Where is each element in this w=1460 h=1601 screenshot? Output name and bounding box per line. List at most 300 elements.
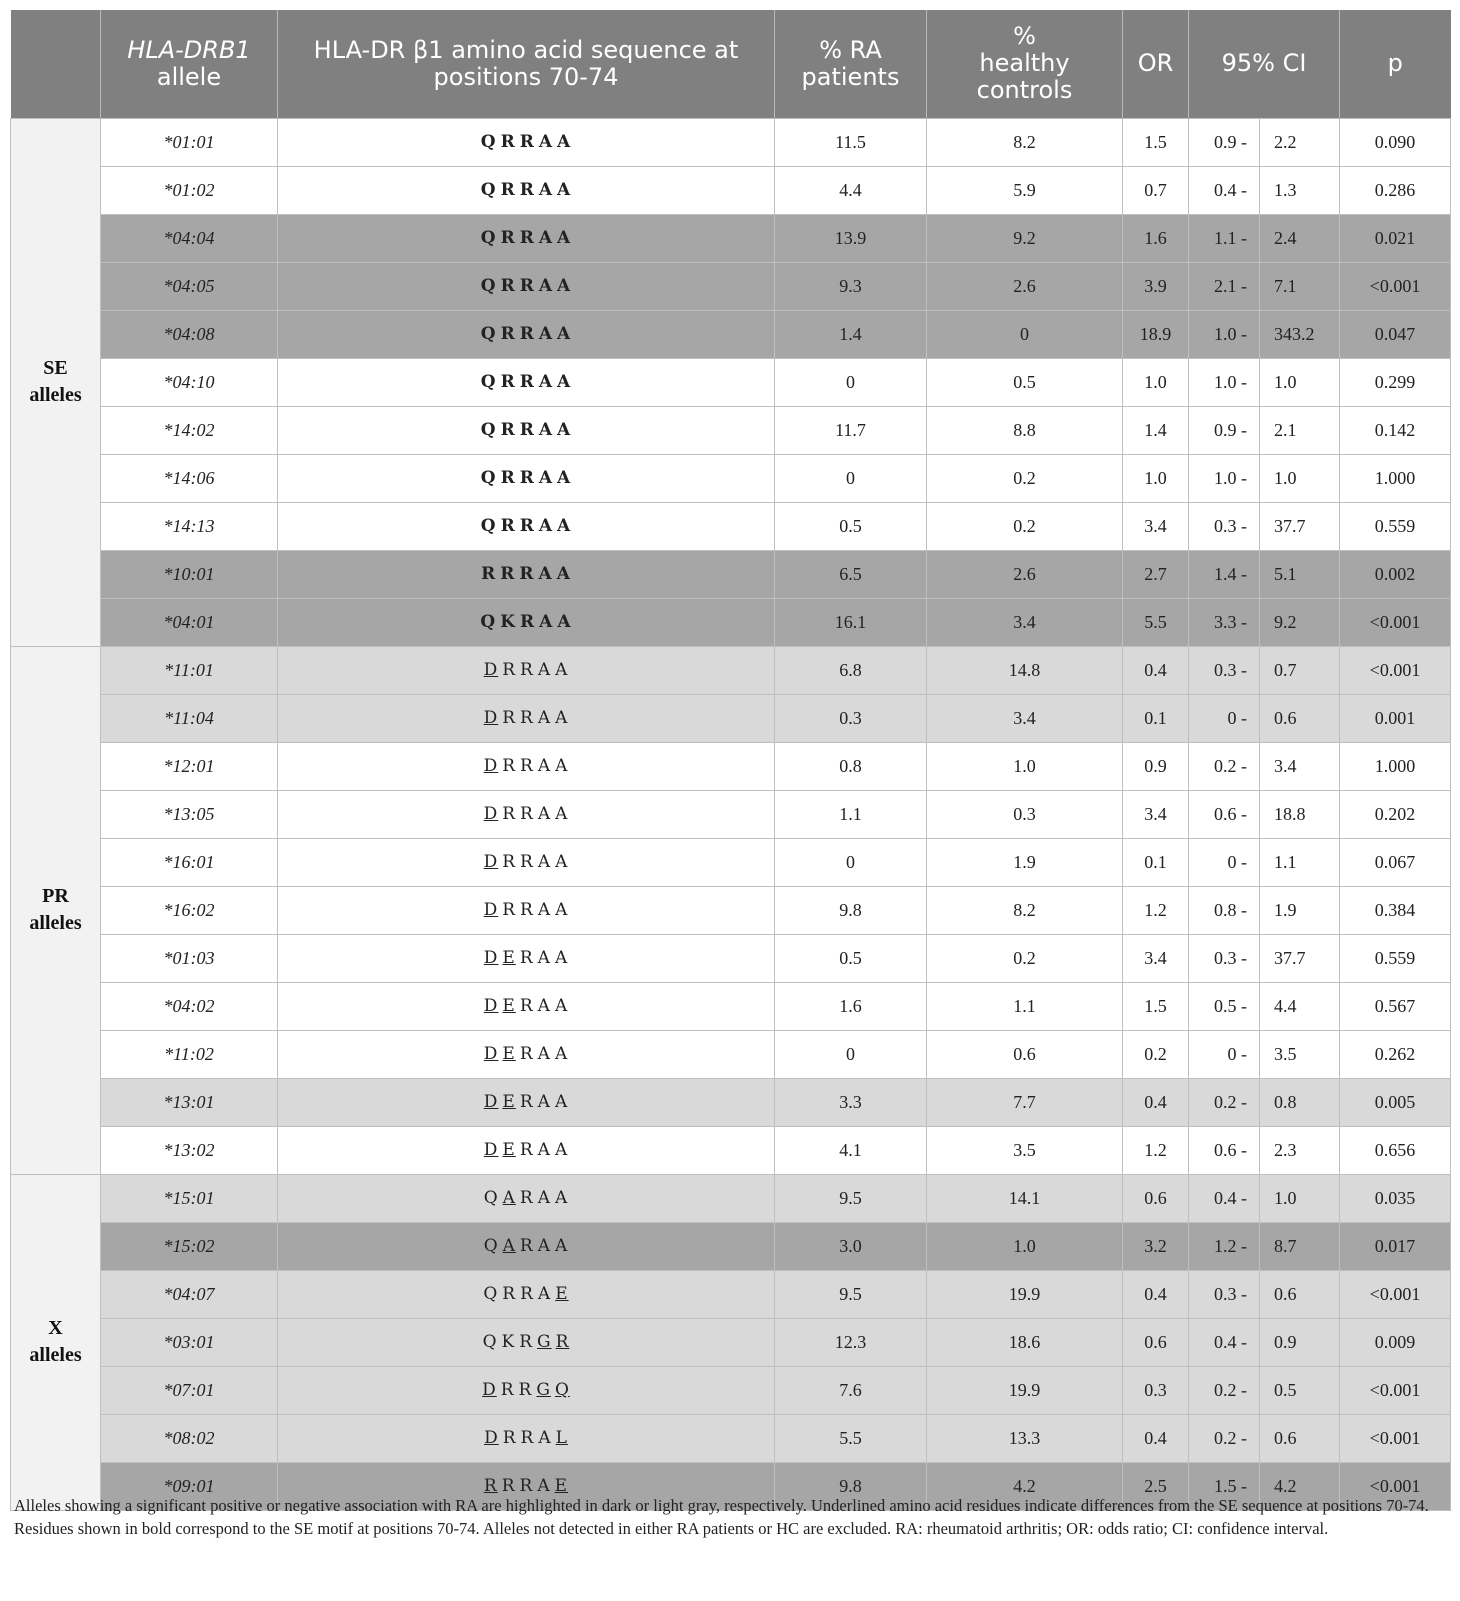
amino-acid-residue: A xyxy=(554,948,569,968)
table-row xyxy=(11,1366,1451,1414)
ci-upper-cell: 8.7 xyxy=(1260,1222,1340,1270)
header-allele-word: allele xyxy=(156,62,222,91)
table-row xyxy=(11,694,1451,742)
table-row xyxy=(11,1222,1451,1270)
healthy-controls-cell: 3.4 xyxy=(927,694,1123,742)
ra-patients-cell: 9.5 xyxy=(775,1270,927,1318)
amino-acid-residue: R xyxy=(519,276,535,296)
sequence-cell xyxy=(278,1318,775,1366)
odds-ratio-cell: 1.0 xyxy=(1123,454,1189,502)
amino-acid-residue: R xyxy=(519,1140,534,1160)
amino-acid-residue: A xyxy=(557,276,572,296)
amino-acid-residue: D xyxy=(483,804,499,824)
amino-acid-residue: A xyxy=(554,1092,569,1112)
allele-cell: *07:01 xyxy=(101,1366,278,1414)
p-value-cell: 0.559 xyxy=(1340,502,1451,550)
amino-acid-residue: A xyxy=(538,180,554,200)
amino-acid-residue: R xyxy=(519,564,535,584)
p-value-cell: 0.559 xyxy=(1340,934,1451,982)
amino-acid-residue: A xyxy=(537,1284,552,1304)
amino-acid-residue: A xyxy=(537,660,552,680)
amino-acid-residue: R xyxy=(520,708,534,728)
p-value-cell: <0.001 xyxy=(1340,1366,1451,1414)
allele-cell: *14:13 xyxy=(101,502,278,550)
sequence-cell xyxy=(278,982,775,1030)
ci-upper-cell: 5.1 xyxy=(1260,550,1340,598)
table-row xyxy=(11,214,1451,262)
ci-lower-cell: 0.9 - xyxy=(1189,406,1260,454)
ci-upper-cell: 3.4 xyxy=(1260,742,1340,790)
allele-cell: *04:05 xyxy=(101,262,278,310)
p-value-cell: 0.009 xyxy=(1340,1318,1451,1366)
group-label xyxy=(11,1174,101,1510)
amino-acid-residue: Q xyxy=(480,324,497,344)
sequence-cell xyxy=(278,598,775,646)
amino-acid-residue: R xyxy=(500,516,516,536)
amino-acid-residue: D xyxy=(483,1092,499,1112)
ci-lower-cell: 1.5 - xyxy=(1189,1462,1260,1510)
amino-acid-residue: R xyxy=(519,324,535,344)
allele-cell: *14:06 xyxy=(101,454,278,502)
sequence-cell xyxy=(278,1414,775,1462)
ci-lower-cell: 0.2 - xyxy=(1189,1366,1260,1414)
odds-ratio-cell: 5.5 xyxy=(1123,598,1189,646)
header-ci: 95% CI xyxy=(1189,10,1340,118)
p-value-cell: 0.090 xyxy=(1340,118,1451,166)
amino-acid-residue: A xyxy=(537,708,552,728)
ra-patients-cell: 0 xyxy=(775,1030,927,1078)
allele-cell: *10:01 xyxy=(101,550,278,598)
amino-acid-residue: R xyxy=(502,756,517,776)
allele-cell: *14:02 xyxy=(101,406,278,454)
odds-ratio-cell: 0.2 xyxy=(1123,1030,1189,1078)
ci-upper-cell: 1.0 xyxy=(1260,1174,1340,1222)
p-value-cell: 0.001 xyxy=(1340,694,1451,742)
allele-cell: *11:01 xyxy=(101,646,278,694)
amino-acid-residue: A xyxy=(538,1428,552,1448)
ci-lower-cell: 0.4 - xyxy=(1189,1174,1260,1222)
odds-ratio-cell: 2.5 xyxy=(1123,1462,1189,1510)
odds-ratio-cell: 1.0 xyxy=(1123,358,1189,406)
amino-acid-residue: R xyxy=(500,1380,515,1400)
odds-ratio-cell: 3.4 xyxy=(1123,934,1189,982)
amino-acid-residue: R xyxy=(519,228,535,248)
sequence-cell xyxy=(278,1174,775,1222)
healthy-controls-cell: 3.4 xyxy=(927,598,1123,646)
header-row xyxy=(11,10,1451,118)
sequence-cell xyxy=(278,454,775,502)
ci-lower-cell: 1.0 - xyxy=(1189,310,1260,358)
amino-acid-residue: D xyxy=(482,1380,497,1400)
amino-acid-residue: R xyxy=(519,1236,534,1256)
allele-cell: *13:01 xyxy=(101,1078,278,1126)
healthy-controls-cell: 0.2 xyxy=(927,454,1123,502)
sequence-cell xyxy=(278,550,775,598)
ra-patients-cell: 5.5 xyxy=(775,1414,927,1462)
amino-acid-residue: Q xyxy=(480,132,497,152)
ci-lower-cell: 0.6 - xyxy=(1189,790,1260,838)
healthy-controls-cell: 19.9 xyxy=(927,1270,1123,1318)
amino-acid-residue: R xyxy=(500,372,516,392)
ci-upper-cell: 0.5 xyxy=(1260,1366,1340,1414)
allele-cell: *12:01 xyxy=(101,742,278,790)
amino-acid-residue: A xyxy=(537,1188,552,1208)
ci-upper-cell: 3.5 xyxy=(1260,1030,1340,1078)
amino-acid-residue: A xyxy=(537,1140,551,1160)
healthy-controls-cell: 5.9 xyxy=(927,166,1123,214)
amino-acid-residue: A xyxy=(538,228,554,248)
p-value-cell: <0.001 xyxy=(1340,262,1451,310)
ci-upper-cell: 0.6 xyxy=(1260,694,1340,742)
odds-ratio-cell: 0.3 xyxy=(1123,1366,1189,1414)
amino-acid-residue: A xyxy=(538,564,553,584)
amino-acid-residue: A xyxy=(538,276,554,296)
ci-upper-cell: 37.7 xyxy=(1260,934,1340,982)
allele-cell: *04:04 xyxy=(101,214,278,262)
p-value-cell: 0.035 xyxy=(1340,1174,1451,1222)
amino-acid-residue: D xyxy=(483,708,499,728)
ra-patients-cell: 0.3 xyxy=(775,694,927,742)
odds-ratio-cell: 0.1 xyxy=(1123,838,1189,886)
amino-acid-residue: D xyxy=(483,756,499,776)
allele-cell: *04:08 xyxy=(101,310,278,358)
healthy-controls-cell: 9.2 xyxy=(927,214,1123,262)
ci-lower-cell: 1.4 - xyxy=(1189,550,1260,598)
amino-acid-residue: Q xyxy=(483,1284,499,1304)
healthy-controls-cell: 8.2 xyxy=(927,118,1123,166)
amino-acid-residue: R xyxy=(502,852,517,872)
ra-patients-cell: 0.5 xyxy=(775,502,927,550)
allele-cell: *09:01 xyxy=(101,1462,278,1510)
ra-patients-cell: 4.4 xyxy=(775,166,927,214)
amino-acid-residue: D xyxy=(483,996,499,1016)
allele-cell: *13:05 xyxy=(101,790,278,838)
amino-acid-residue: A xyxy=(554,996,569,1016)
amino-acid-residue: D xyxy=(484,1428,499,1448)
p-value-cell: 0.567 xyxy=(1340,982,1451,1030)
amino-acid-residue: A xyxy=(537,804,552,824)
amino-acid-residue: K xyxy=(500,612,517,632)
amino-acid-residue: R xyxy=(500,468,516,488)
amino-acid-residue: R xyxy=(518,1380,533,1400)
amino-acid-residue: A xyxy=(557,180,572,200)
ci-upper-cell: 18.8 xyxy=(1260,790,1340,838)
healthy-controls-cell: 13.3 xyxy=(927,1414,1123,1462)
amino-acid-residue: G xyxy=(536,1380,551,1400)
ci-lower-cell: 2.1 - xyxy=(1189,262,1260,310)
amino-acid-residue: R xyxy=(519,948,534,968)
ra-patients-cell: 6.5 xyxy=(775,550,927,598)
table-row xyxy=(11,1030,1451,1078)
sequence-cell xyxy=(278,694,775,742)
table-row xyxy=(11,1414,1451,1462)
amino-acid-residue: E xyxy=(554,1476,569,1496)
amino-acid-residue: R xyxy=(500,180,516,200)
amino-acid-residue: R xyxy=(519,420,535,440)
healthy-controls-cell: 0.3 xyxy=(927,790,1123,838)
amino-acid-residue: Q xyxy=(483,1236,499,1256)
amino-acid-residue: Q xyxy=(480,228,497,248)
ra-patients-cell: 0.5 xyxy=(775,934,927,982)
ra-patients-cell: 13.9 xyxy=(775,214,927,262)
amino-acid-residue: A xyxy=(557,420,572,440)
ra-patients-cell: 12.3 xyxy=(775,1318,927,1366)
healthy-controls-cell: 4.2 xyxy=(927,1462,1123,1510)
allele-cell: *03:01 xyxy=(101,1318,278,1366)
odds-ratio-cell: 1.5 xyxy=(1123,982,1189,1030)
ci-lower-cell: 0.5 - xyxy=(1189,982,1260,1030)
healthy-controls-cell: 14.1 xyxy=(927,1174,1123,1222)
odds-ratio-cell: 0.7 xyxy=(1123,166,1189,214)
amino-acid-residue: E xyxy=(502,996,516,1016)
odds-ratio-cell: 1.4 xyxy=(1123,406,1189,454)
allele-cell: *01:02 xyxy=(101,166,278,214)
ci-upper-cell: 1.9 xyxy=(1260,886,1340,934)
amino-acid-residue: A xyxy=(556,564,571,584)
odds-ratio-cell: 0.4 xyxy=(1123,1078,1189,1126)
p-value-cell: 1.000 xyxy=(1340,454,1451,502)
amino-acid-residue: D xyxy=(483,900,499,920)
amino-acid-residue: Q xyxy=(480,516,497,536)
table-row xyxy=(11,742,1451,790)
header-hc-text: % healthy controls xyxy=(976,22,1073,105)
p-value-cell: 0.286 xyxy=(1340,166,1451,214)
hla-drb1-association-table xyxy=(10,10,1451,1511)
table-row xyxy=(11,454,1451,502)
amino-acid-residue: A xyxy=(502,1188,516,1208)
p-value-cell: 0.656 xyxy=(1340,1126,1451,1174)
p-value-cell: 0.384 xyxy=(1340,886,1451,934)
healthy-controls-cell: 1.0 xyxy=(927,1222,1123,1270)
ra-patients-cell: 1.1 xyxy=(775,790,927,838)
odds-ratio-cell: 0.4 xyxy=(1123,1270,1189,1318)
sequence-cell xyxy=(278,742,775,790)
sequence-cell xyxy=(278,1126,775,1174)
ci-upper-cell: 0.9 xyxy=(1260,1318,1340,1366)
ci-upper-cell: 2.4 xyxy=(1260,214,1340,262)
odds-ratio-cell: 1.6 xyxy=(1123,214,1189,262)
odds-ratio-cell: 3.9 xyxy=(1123,262,1189,310)
table-row xyxy=(11,790,1451,838)
sequence-cell xyxy=(278,166,775,214)
amino-acid-residue: R xyxy=(520,804,534,824)
ci-upper-cell: 4.2 xyxy=(1260,1462,1340,1510)
amino-acid-residue: R xyxy=(502,708,517,728)
amino-acid-residue: A xyxy=(537,1092,551,1112)
amino-acid-residue: R xyxy=(519,1188,534,1208)
table-row xyxy=(11,1318,1451,1366)
amino-acid-residue: R xyxy=(520,900,534,920)
header-allele-gene: HLA-DRB1 xyxy=(127,35,251,64)
healthy-controls-cell: 8.8 xyxy=(927,406,1123,454)
sequence-cell xyxy=(278,646,775,694)
healthy-controls-cell: 1.9 xyxy=(927,838,1123,886)
amino-acid-residue: A xyxy=(555,804,569,824)
amino-acid-residue: R xyxy=(501,1476,516,1496)
table-container xyxy=(10,10,1450,1511)
ci-lower-cell: 0.6 - xyxy=(1189,1126,1260,1174)
allele-cell: *04:02 xyxy=(101,982,278,1030)
sequence-cell xyxy=(278,1078,775,1126)
healthy-controls-cell: 0 xyxy=(927,310,1123,358)
ci-upper-cell: 1.3 xyxy=(1260,166,1340,214)
ci-lower-cell: 0.2 - xyxy=(1189,742,1260,790)
sequence-cell xyxy=(278,118,775,166)
table-row xyxy=(11,1174,1451,1222)
amino-acid-residue: A xyxy=(555,660,569,680)
amino-acid-residue: A xyxy=(555,708,569,728)
sequence-cell xyxy=(278,502,775,550)
table-row xyxy=(11,550,1451,598)
header-healthy-controls xyxy=(927,10,1123,118)
ra-patients-cell: 9.3 xyxy=(775,262,927,310)
ci-lower-cell: 1.2 - xyxy=(1189,1222,1260,1270)
table-row xyxy=(11,502,1451,550)
healthy-controls-cell: 0.2 xyxy=(927,502,1123,550)
table-row xyxy=(11,166,1451,214)
table-row xyxy=(11,262,1451,310)
ci-lower-cell: 1.0 - xyxy=(1189,454,1260,502)
amino-acid-residue: R xyxy=(483,1476,498,1496)
amino-acid-residue: A xyxy=(555,756,569,776)
header-or: OR xyxy=(1123,10,1189,118)
amino-acid-residue: R xyxy=(520,756,534,776)
ra-patients-cell: 9.5 xyxy=(775,1174,927,1222)
odds-ratio-cell: 0.6 xyxy=(1123,1318,1189,1366)
amino-acid-residue: A xyxy=(557,228,572,248)
allele-cell: *01:03 xyxy=(101,934,278,982)
sequence-cell xyxy=(278,358,775,406)
p-value-cell: 0.021 xyxy=(1340,214,1451,262)
amino-acid-residue: D xyxy=(483,852,499,872)
sequence-cell xyxy=(278,790,775,838)
amino-acid-residue: R xyxy=(520,1284,534,1304)
table-row xyxy=(11,118,1451,166)
amino-acid-residue: R xyxy=(500,324,516,344)
amino-acid-residue: A xyxy=(538,372,554,392)
amino-acid-residue: K xyxy=(501,1332,516,1352)
ra-patients-cell: 0 xyxy=(775,454,927,502)
amino-acid-residue: A xyxy=(538,468,554,488)
odds-ratio-cell: 0.9 xyxy=(1123,742,1189,790)
amino-acid-residue: A xyxy=(539,612,554,632)
amino-acid-residue: A xyxy=(557,612,572,632)
ra-patients-cell: 11.7 xyxy=(775,406,927,454)
amino-acid-residue: A xyxy=(554,1140,569,1160)
odds-ratio-cell: 0.4 xyxy=(1123,646,1189,694)
amino-acid-residue: A xyxy=(537,996,551,1016)
amino-acid-residue: R xyxy=(481,564,497,584)
header-allele xyxy=(101,10,278,118)
ra-patients-cell: 11.5 xyxy=(775,118,927,166)
odds-ratio-cell: 18.9 xyxy=(1123,310,1189,358)
header-p: p xyxy=(1340,10,1451,118)
healthy-controls-cell: 3.5 xyxy=(927,1126,1123,1174)
ra-patients-cell: 4.1 xyxy=(775,1126,927,1174)
ci-upper-cell: 0.6 xyxy=(1260,1414,1340,1462)
p-value-cell: 0.017 xyxy=(1340,1222,1451,1270)
table-row xyxy=(11,598,1451,646)
amino-acid-residue: R xyxy=(500,276,516,296)
amino-acid-residue: A xyxy=(538,516,554,536)
ci-lower-cell: 0.4 - xyxy=(1189,166,1260,214)
amino-acid-residue: R xyxy=(520,852,534,872)
ra-patients-cell: 0 xyxy=(775,838,927,886)
healthy-controls-cell: 7.7 xyxy=(927,1078,1123,1126)
amino-acid-residue: R xyxy=(502,1428,517,1448)
ci-lower-cell: 0 - xyxy=(1189,838,1260,886)
sequence-cell xyxy=(278,1270,775,1318)
ci-upper-cell: 0.6 xyxy=(1260,1270,1340,1318)
group-label xyxy=(11,118,101,646)
odds-ratio-cell: 0.4 xyxy=(1123,1414,1189,1462)
amino-acid-residue: A xyxy=(557,468,572,488)
ci-upper-cell: 2.2 xyxy=(1260,118,1340,166)
allele-cell: *11:02 xyxy=(101,1030,278,1078)
amino-acid-residue: Q xyxy=(480,468,497,488)
group-label-text: SE alleles xyxy=(29,357,82,406)
header-ra-patients: % RA patients xyxy=(775,10,927,118)
p-value-cell: <0.001 xyxy=(1340,646,1451,694)
amino-acid-residue: Q xyxy=(480,420,497,440)
table-row xyxy=(11,310,1451,358)
amino-acid-residue: Q xyxy=(480,612,497,632)
table-row xyxy=(11,1270,1451,1318)
allele-cell: *13:02 xyxy=(101,1126,278,1174)
ra-patients-cell: 16.1 xyxy=(775,598,927,646)
amino-acid-residue: R xyxy=(502,660,517,680)
ci-lower-cell: 1.0 - xyxy=(1189,358,1260,406)
ci-lower-cell: 0.2 - xyxy=(1189,1414,1260,1462)
ci-upper-cell: 37.7 xyxy=(1260,502,1340,550)
healthy-controls-cell: 2.6 xyxy=(927,262,1123,310)
ra-patients-cell: 9.8 xyxy=(775,886,927,934)
ra-patients-cell: 0 xyxy=(775,358,927,406)
amino-acid-residue: A xyxy=(537,852,552,872)
amino-acid-residue: A xyxy=(554,1044,569,1064)
ci-lower-cell: 0.3 - xyxy=(1189,934,1260,982)
table-row xyxy=(11,982,1451,1030)
amino-acid-residue: A xyxy=(502,1236,516,1256)
ci-lower-cell: 0.8 - xyxy=(1189,886,1260,934)
sequence-cell xyxy=(278,838,775,886)
table-row xyxy=(11,358,1451,406)
ci-lower-cell: 0.2 - xyxy=(1189,1078,1260,1126)
amino-acid-residue: R xyxy=(519,132,535,152)
odds-ratio-cell: 2.7 xyxy=(1123,550,1189,598)
amino-acid-residue: R xyxy=(500,228,516,248)
odds-ratio-cell: 3.2 xyxy=(1123,1222,1189,1270)
odds-ratio-cell: 1.2 xyxy=(1123,1126,1189,1174)
ci-lower-cell: 1.1 - xyxy=(1189,214,1260,262)
amino-acid-residue: A xyxy=(537,900,552,920)
amino-acid-residue: A xyxy=(557,372,572,392)
amino-acid-residue: E xyxy=(502,1092,516,1112)
table-row xyxy=(11,646,1451,694)
amino-acid-residue: D xyxy=(483,1140,499,1160)
table-row xyxy=(11,406,1451,454)
p-value-cell: <0.001 xyxy=(1340,1414,1451,1462)
amino-acid-residue: A xyxy=(537,1476,551,1496)
ci-lower-cell: 0.9 - xyxy=(1189,118,1260,166)
amino-acid-residue: L xyxy=(555,1428,568,1448)
amino-acid-residue: E xyxy=(502,948,516,968)
ra-patients-cell: 0.8 xyxy=(775,742,927,790)
allele-cell: *04:07 xyxy=(101,1270,278,1318)
p-value-cell: 0.202 xyxy=(1340,790,1451,838)
amino-acid-residue: R xyxy=(502,1284,517,1304)
healthy-controls-cell: 18.6 xyxy=(927,1318,1123,1366)
